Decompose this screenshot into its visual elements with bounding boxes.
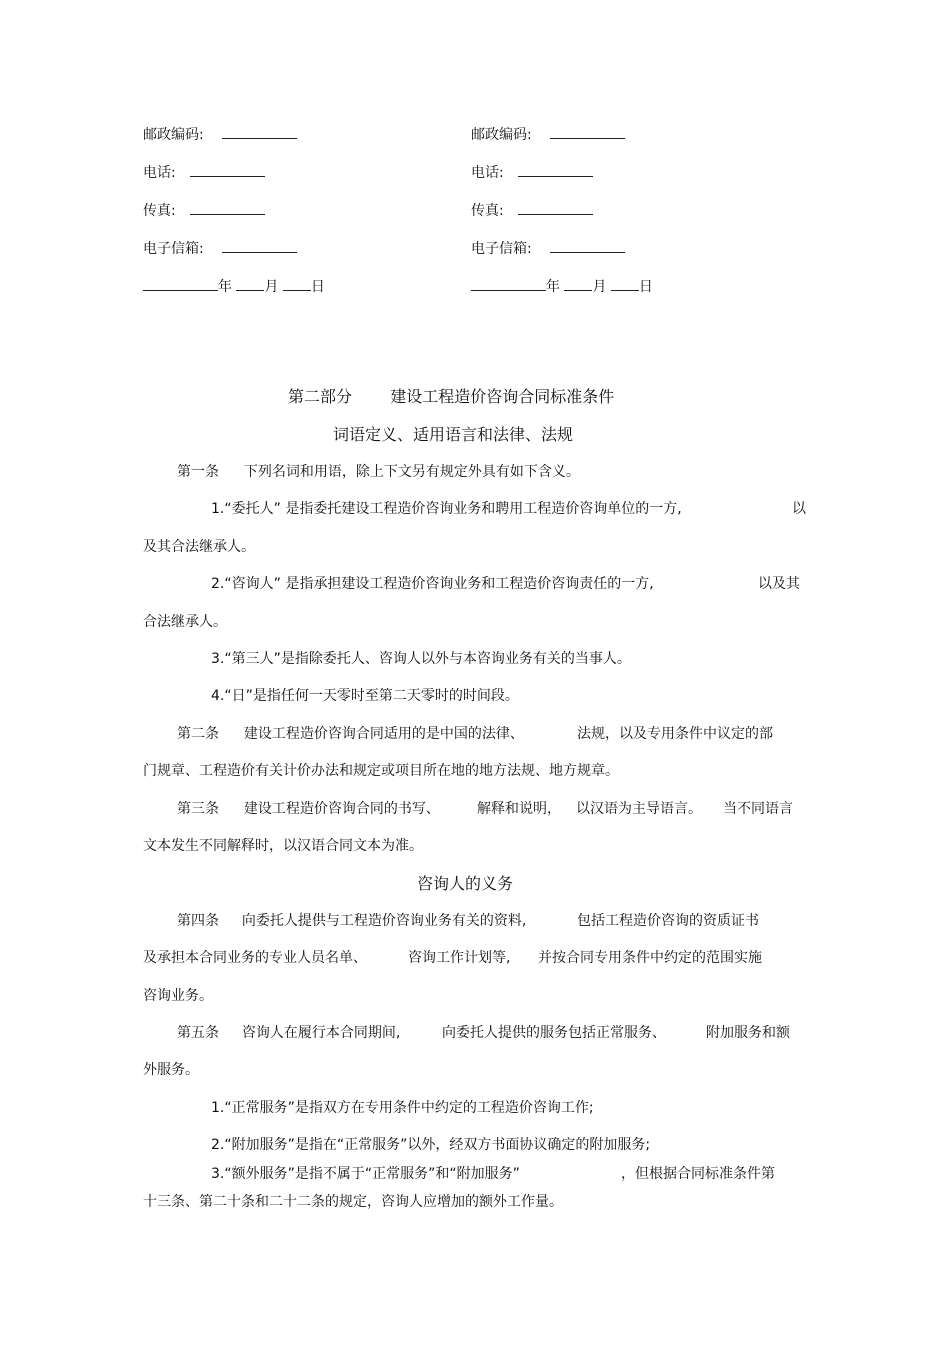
postal-code-label: 邮政编码:	[143, 127, 204, 143]
service-1: 1.“正常服务”是指双方在专用条件中约定的工程造价咨询工作;	[211, 1100, 594, 1116]
definition-3: 3.“第三人”是指除委托人、咨询人以外与本咨询业务有关的当事人。	[211, 651, 631, 667]
postal-code-blank	[222, 124, 297, 139]
postal-code-label: 邮政编码:	[471, 127, 532, 143]
definition-1-tail: 以	[792, 501, 806, 517]
signature-right	[471, 124, 791, 314]
phone-label: 电话:	[143, 165, 176, 181]
email-label: 电子信箱:	[471, 241, 532, 257]
article-5-part-b: 向委托人提供的服务包括正常服务、	[442, 1025, 666, 1041]
definition-1-line1: 1.“委托人” 是指委托建设工程造价咨询业务和聘用工程造价咨询单位的一方,	[211, 501, 682, 517]
date-line	[143, 276, 463, 314]
service-3-line1: 3.“额外服务”是指不属于“正常服务”和“附加服务”	[211, 1166, 520, 1182]
signature-left	[143, 124, 463, 314]
day-label: 日	[638, 279, 653, 295]
article-2-line2: 门规章、工程造价有关计价办法和规定或项目所在地的地方法规、地方规章。	[143, 763, 619, 779]
year-label: 年	[546, 279, 560, 295]
postal-code-blank	[550, 124, 625, 139]
date-line	[471, 276, 791, 314]
part-number: 第二部分	[288, 387, 353, 406]
article-text: 建设工程造价咨询合同的书写、	[243, 801, 440, 817]
postal-code-line	[143, 124, 463, 162]
definition-4: 4.“日”是指任何一天零时至第二天零时的时间段。	[211, 688, 519, 704]
month-label: 月	[264, 279, 279, 295]
day-blank	[283, 276, 311, 291]
article-label: 第五条	[177, 1025, 219, 1041]
email-line	[143, 238, 463, 276]
email-line	[471, 238, 791, 276]
year-label: 年	[218, 279, 232, 295]
part-heading	[288, 387, 614, 407]
postal-code-line	[471, 124, 791, 162]
month-blank	[236, 276, 264, 291]
definition-1-line2: 及其合法继承人。	[143, 539, 255, 555]
article-text: 咨询人在履行本合同期间,	[241, 1025, 401, 1041]
article-label: 第一条	[177, 464, 219, 480]
service-3-line2: 十三条、第二十条和二十二条的规定，咨询人应增加的额外工作量。	[143, 1194, 563, 1210]
phone-line	[471, 162, 791, 200]
phone-blank	[518, 162, 593, 177]
day-blank	[611, 276, 639, 291]
fax-label: 传真:	[471, 203, 504, 219]
email-label: 电子信箱:	[143, 241, 204, 257]
definition-2-tail: 以及其	[758, 576, 800, 592]
fax-blank	[518, 200, 593, 215]
day-label: 日	[310, 279, 325, 295]
section-heading-obligations: 咨询人的义务	[417, 874, 514, 893]
article-3-part-b: 解释和说明，	[477, 801, 561, 817]
article-1	[177, 462, 580, 482]
article-text: 向委托人提供与工程造价咨询业务有关的资料,	[241, 913, 527, 929]
article-5-line2: 外服务。	[143, 1062, 199, 1078]
service-2: 2.“附加服务”是指在“正常服务”以外，经双方书面协议确定的附加服务;	[211, 1137, 651, 1153]
article-4-line2-b: 咨询工作计划等,	[408, 950, 511, 966]
article-5-part-c: 附加服务和额	[706, 1025, 790, 1041]
article-label: 第四条	[177, 913, 219, 929]
definition-2-line2: 合法继承人。	[143, 614, 227, 630]
phone-blank	[190, 162, 265, 177]
fax-line	[471, 200, 791, 238]
article-4-line1	[177, 911, 526, 931]
article-4-line2-c: 并按合同专用条件中约定的范围实施	[538, 950, 762, 966]
service-3-tail: ，但根据合同标准条件第	[621, 1166, 775, 1182]
year-blank	[471, 276, 546, 291]
fax-blank	[190, 200, 265, 215]
article-4-line2-a: 及承担本合同业务的专业人员名单、	[143, 950, 367, 966]
article-text: 建设工程造价咨询合同适用的是中国的法律、	[243, 726, 524, 742]
part-title: 建设工程造价咨询合同标准条件	[390, 387, 615, 406]
email-blank	[550, 238, 625, 253]
article-2-line1	[177, 724, 524, 744]
month-label: 月	[592, 279, 607, 295]
article-3-part-c: 以汉语为主导语言。	[576, 801, 702, 817]
fax-line	[143, 200, 463, 238]
definition-2-line1: 2.“咨询人” 是指承担建设工程造价咨询业务和工程造价咨询责任的一方,	[211, 576, 654, 592]
month-blank	[564, 276, 592, 291]
article-5-line1	[177, 1023, 400, 1043]
phone-label: 电话:	[471, 165, 504, 181]
article-3-line1	[177, 799, 440, 819]
article-label: 第三条	[177, 801, 219, 817]
article-4-line3: 咨询业务。	[143, 988, 213, 1004]
article-2-line1-tail: 法规，以及专用条件中议定的部	[577, 726, 773, 742]
year-blank	[143, 276, 218, 291]
article-3-line2: 文本发生不同解释时，以汉语合同文本为准。	[143, 838, 423, 854]
article-4-line1-tail: 包括工程造价咨询的资质证书	[577, 913, 759, 929]
email-blank	[222, 238, 297, 253]
article-text: 下列名词和用语，除上下文另有规定外具有如下含义。	[243, 464, 580, 480]
phone-line	[143, 162, 463, 200]
article-3-part-d: 当不同语言	[723, 801, 793, 817]
article-label: 第二条	[177, 726, 219, 742]
section-heading-definitions: 词语定义、适用语言和法律、法规	[333, 425, 574, 444]
fax-label: 传真:	[143, 203, 176, 219]
